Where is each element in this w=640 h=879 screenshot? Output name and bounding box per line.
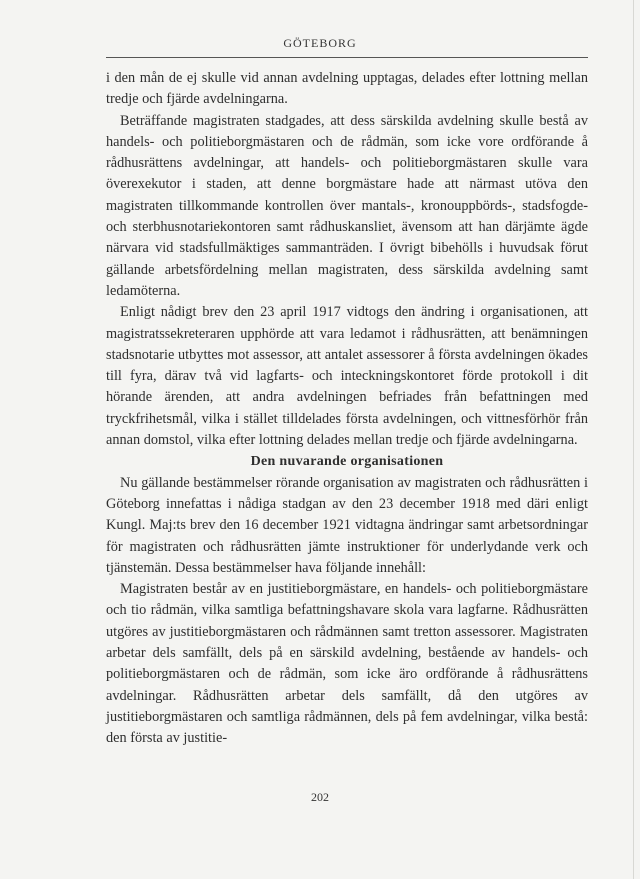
paragraph-current-rules: Nu gällande bestämmelser rörande organisation av magistraten och rådhusrätten i Göteborg innefattas i nådiga stadgan av den 23 december 1918 med däri enligt Kungl. Maj:ts brev den 16 december 1921 vidtagna ändringar samt arbetsordningar för magistraten och rådhusrätten jämte instruktioner för underlydande verk och tjänstemän. Dessa bestämmelser hava följande innehåll: [106,474,588,576]
header-rule [106,57,588,58]
scan-edge-line [633,0,634,879]
page-number: 202 [311,790,329,804]
paragraph-composition: Magistraten består av en justitieborgmästare, en handels- och politieborgmästare och tio rådmän, vilka samtliga befattningshavare skola vara lagfarne. Rådhusrätten utgöres av justitieborgmästaren och rådmännen samt tretton assessorer. Magistraten arbetar dels samfällt, dels på en särskild avdelning, bestående av handels- och politieborgmästaren och de rådmän, som icke äro ordförande å rådhusrättens avdelningar. Rådhusrätten arbetar dels samfällt, då den utgöres av justitieborgmästaren och samtliga rådmännen, dels på fem avdelningar, vilka bestå: den första av justitie- [106,581,588,747]
section-heading: Den nuvarande organisationen [250,454,444,470]
paragraph-1917-change: Enligt nådigt brev den 23 april 1917 vidtogs den ändring i organisationen, att magistratssekreteraren upphörde att vara ledamot i rådhusrätten, att benämningen stadsnotarie utbyttes mot assessor, att antalet assessorer å första avdelningen ökades till fyra, därav två vid lagfarts- och inteckningskontoret förde protokoll i dit hörande ärenden, att andra avdelningen befriades från befattningen med tryckfrihetsmål, vilka i stället tilldelades första avdelningen, och vittnesförhör från annan domstol, vilka efter lottning delades mellan tredje och fjärde avdelningarna. [106,304,588,449]
paragraph-magistraten: Beträffande magistraten stadgades, att dess särskilda avdelning skulle bestå av handels- och politieborgmästaren och de rådmän, som icke vore ordförande å rådhusrättens avdelningar, att handels- och politieborgmästaren skulle vara överexekutor i staden, att denne borgmästare hade att närmast utöva den magistraten tillkommande kontrollen över mantals-, kronouppbörds-, stadsfogde- och sterbhusnotariekontoren samt rådhuskansliet, ävensom att han därjämte ägde närvara vid stadsfullmäktiges sammanträden. I övrigt bibehölls i huvudsak förut gällande arbetsfördelning mellan magistraten, dess särskilda avdelning samt ledamöterna. [106,112,588,299]
body-text [106,68,588,750]
paragraph-continuation: i den mån de ej skulle vid annan avdelning upptagas, delades efter lottning mellan tredje och fjärde avdelningarna. [106,70,588,108]
running-header: GÖTEBORG [283,36,357,50]
